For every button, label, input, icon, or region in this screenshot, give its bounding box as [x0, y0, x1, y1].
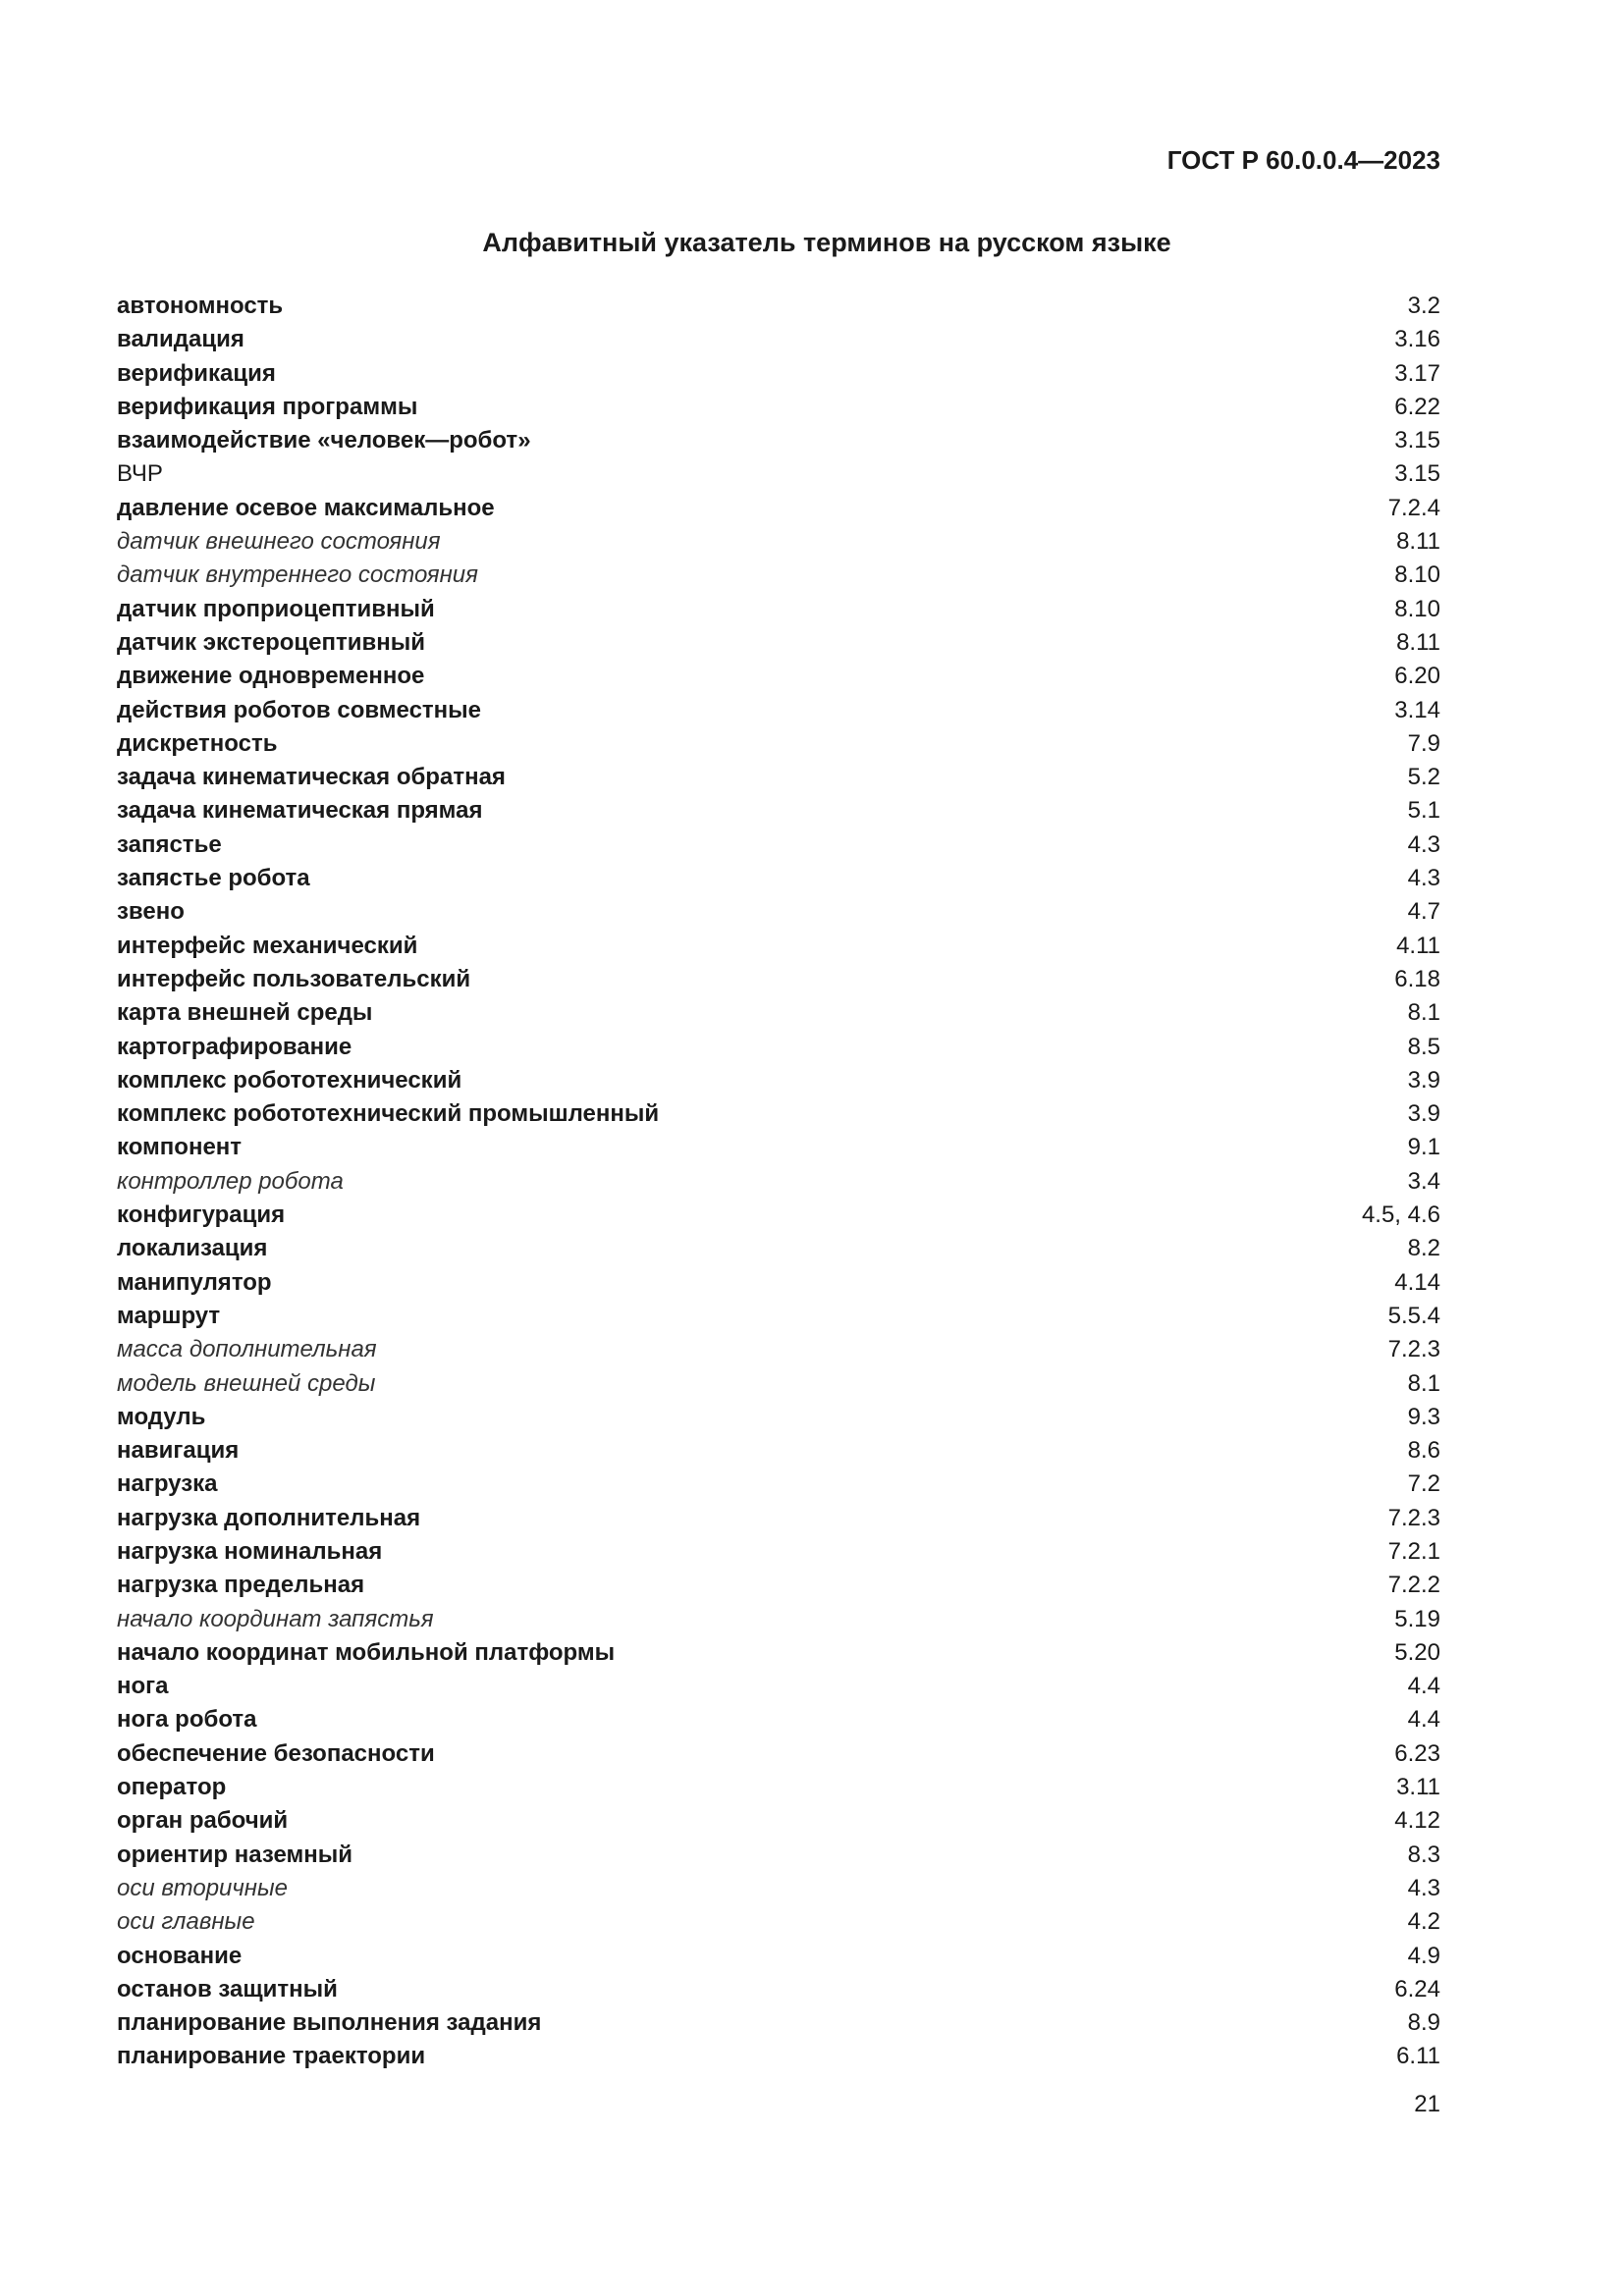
index-reference: 7.2.3	[1387, 1336, 1440, 1363]
index-entry	[117, 1266, 1440, 1300]
index-term: нагрузка дополнительная	[117, 1504, 421, 1531]
index-entry	[117, 357, 1440, 391]
index-term: нагрузка	[117, 1470, 218, 1498]
index-reference: 3.2	[1407, 293, 1440, 319]
index-reference: 5.19	[1394, 1605, 1440, 1632]
index-term: датчик проприоцептивный	[117, 595, 435, 622]
index-reference: 6.11	[1396, 2043, 1440, 2070]
index-term: карта внешней среды	[117, 999, 373, 1027]
index-term: дискретность	[117, 729, 278, 757]
index-reference: 8.10	[1394, 561, 1440, 589]
index-term: оси вторичные	[117, 1874, 289, 1901]
index-reference: 4.4	[1407, 1706, 1440, 1734]
index-entry	[117, 1872, 1440, 1905]
index-reference: 4.5, 4.6	[1361, 1201, 1440, 1229]
index-term: обеспечение безопасности	[117, 1739, 435, 1767]
document-code: ГОСТ Р 60.0.0.4—2023	[1166, 145, 1440, 175]
index-entry	[117, 1097, 1440, 1131]
index-reference: 8.6	[1407, 1437, 1440, 1465]
index-reference: 3.11	[1396, 1774, 1440, 1801]
index-reference: 6.23	[1394, 1739, 1440, 1767]
index-term: действия роботов совместные	[117, 696, 482, 723]
index-entry	[117, 761, 1440, 794]
index-entry	[117, 930, 1440, 963]
index-term: датчик внешнего состояния	[117, 528, 441, 556]
index-reference: 4.14	[1394, 1268, 1440, 1296]
index-term: останов защитный	[117, 1975, 338, 2002]
index-reference: 3.9	[1407, 1100, 1440, 1128]
index-entry	[117, 1502, 1440, 1535]
index-reference: 4.9	[1407, 1942, 1440, 1969]
index-term: задача кинематическая прямая	[117, 797, 483, 825]
index-term: автономность	[117, 293, 284, 319]
index-reference: 4.3	[1407, 1874, 1440, 1901]
index-term: давление осевое максимальное	[117, 494, 495, 521]
index-entry	[117, 1064, 1440, 1097]
index-reference: 7.2.1	[1387, 1537, 1440, 1565]
index-entry	[117, 660, 1440, 693]
index-term: модель внешней среды	[117, 1369, 376, 1397]
index-term: нога	[117, 1673, 169, 1700]
index-entry	[117, 794, 1440, 828]
index-reference: 8.2	[1407, 1235, 1440, 1262]
index-term: запястье	[117, 830, 222, 858]
index-term: оператор	[117, 1774, 227, 1801]
index-term: оси главные	[117, 1908, 255, 1936]
index-term: компонент	[117, 1134, 243, 1161]
index-entry	[117, 1333, 1440, 1366]
index-term: движение одновременное	[117, 663, 425, 690]
index-entry	[117, 1031, 1440, 1064]
index-term: верификация программы	[117, 393, 418, 420]
index-term: интерфейс пользовательский	[117, 965, 471, 992]
index-entry	[117, 626, 1440, 660]
index-entry	[117, 862, 1440, 895]
index-entry	[117, 457, 1440, 491]
index-entry	[117, 2040, 1440, 2073]
index-term: интерфейс механический	[117, 932, 418, 959]
index-entry	[117, 1839, 1440, 1872]
index-entry	[117, 1569, 1440, 1602]
index-reference: 7.2.2	[1387, 1572, 1440, 1599]
index-entry	[117, 559, 1440, 592]
index-term: начало координат мобильной платформы	[117, 1638, 616, 1666]
index-entry	[117, 424, 1440, 457]
index-term: планирование траектории	[117, 2043, 426, 2070]
index-term: ориентир наземный	[117, 1841, 353, 1868]
index-term: комплекс робототехнический	[117, 1066, 462, 1094]
index-term: масса дополнительная	[117, 1336, 377, 1363]
index-reference: 3.17	[1394, 359, 1440, 387]
index-term: картографирование	[117, 1033, 352, 1060]
index-reference: 8.3	[1407, 1841, 1440, 1868]
index-entry	[117, 1401, 1440, 1434]
index-term: планирование выполнения задания	[117, 2009, 542, 2037]
index-term: задача кинематическая обратная	[117, 764, 506, 791]
index-entry	[117, 1973, 1440, 2006]
index-term: валидация	[117, 326, 244, 353]
index-reference: 4.12	[1394, 1807, 1440, 1835]
index-reference: 8.1	[1407, 999, 1440, 1027]
index-entry	[117, 1940, 1440, 1973]
index-term: датчик внутреннего состояния	[117, 561, 478, 589]
index-term: конфигурация	[117, 1201, 286, 1229]
index-term: ВЧР	[117, 460, 163, 488]
index-entry	[117, 593, 1440, 626]
index-reference: 5.1	[1407, 797, 1440, 825]
index-reference: 8.11	[1396, 628, 1440, 656]
index-reference: 9.3	[1407, 1403, 1440, 1430]
index-reference: 5.2	[1407, 764, 1440, 791]
index-term: нагрузка номинальная	[117, 1537, 383, 1565]
index-entry	[117, 828, 1440, 862]
index-entry	[117, 1434, 1440, 1468]
index-entry	[117, 492, 1440, 525]
index-reference: 6.22	[1394, 393, 1440, 420]
index-reference: 5.20	[1394, 1638, 1440, 1666]
index-reference: 5.5.4	[1387, 1302, 1440, 1329]
index-entry	[117, 1703, 1440, 1736]
index-reference: 4.3	[1407, 865, 1440, 892]
index-reference: 4.4	[1407, 1673, 1440, 1700]
index-entry	[117, 1771, 1440, 1804]
index-term: орган рабочий	[117, 1807, 289, 1835]
index-reference: 7.9	[1407, 729, 1440, 757]
page-number: 21	[1414, 2091, 1440, 2117]
index-entry	[117, 1199, 1440, 1232]
index-entry	[117, 525, 1440, 559]
index-reference: 4.2	[1407, 1908, 1440, 1936]
index-term: взаимодействие «человек—робот»	[117, 427, 531, 454]
term-index-list	[117, 290, 1440, 2074]
index-entry	[117, 1232, 1440, 1265]
index-reference: 6.24	[1394, 1975, 1440, 2002]
index-entry	[117, 1165, 1440, 1199]
index-entry	[117, 1300, 1440, 1333]
index-term: звено	[117, 898, 185, 926]
index-reference: 3.14	[1394, 696, 1440, 723]
index-entry	[117, 1131, 1440, 1164]
index-reference: 9.1	[1407, 1134, 1440, 1161]
index-reference: 7.2.3	[1387, 1504, 1440, 1531]
index-reference: 8.11	[1396, 528, 1440, 556]
index-reference: 8.5	[1407, 1033, 1440, 1060]
index-entry	[117, 1737, 1440, 1771]
index-term: основание	[117, 1942, 243, 1969]
index-reference: 3.9	[1407, 1066, 1440, 1094]
index-reference: 4.3	[1407, 830, 1440, 858]
index-entry	[117, 1636, 1440, 1670]
index-term: контроллер робота	[117, 1167, 344, 1195]
index-term: начало координат запястья	[117, 1605, 434, 1632]
index-reference: 3.16	[1394, 326, 1440, 353]
index-term: верификация	[117, 359, 276, 387]
index-reference: 7.2.4	[1387, 494, 1440, 521]
index-entry	[117, 290, 1440, 323]
index-entry	[117, 963, 1440, 996]
index-reference: 3.4	[1407, 1167, 1440, 1195]
index-entry	[117, 1468, 1440, 1501]
index-entry	[117, 727, 1440, 761]
index-reference: 8.9	[1407, 2009, 1440, 2037]
index-entry	[117, 1367, 1440, 1401]
index-reference: 6.18	[1394, 965, 1440, 992]
index-term: нагрузка предельная	[117, 1572, 365, 1599]
index-entry	[117, 694, 1440, 727]
index-entry	[117, 1603, 1440, 1636]
index-reference: 8.1	[1407, 1369, 1440, 1397]
index-entry	[117, 895, 1440, 929]
index-term: датчик экстероцептивный	[117, 628, 426, 656]
index-entry	[117, 996, 1440, 1030]
index-reference: 7.2	[1407, 1470, 1440, 1498]
index-entry	[117, 1905, 1440, 1939]
index-term: манипулятор	[117, 1268, 272, 1296]
index-reference: 3.15	[1394, 460, 1440, 488]
index-entry	[117, 1535, 1440, 1569]
index-reference: 4.7	[1407, 898, 1440, 926]
index-term: маршрут	[117, 1302, 221, 1329]
index-term: модуль	[117, 1403, 206, 1430]
index-term: запястье робота	[117, 865, 310, 892]
index-entry	[117, 323, 1440, 356]
index-reference: 6.20	[1394, 663, 1440, 690]
index-term: навигация	[117, 1437, 240, 1465]
index-term: нога робота	[117, 1706, 257, 1734]
index-term: комплекс робототехнический промышленный	[117, 1100, 660, 1128]
index-reference: 8.10	[1394, 595, 1440, 622]
index-reference: 3.15	[1394, 427, 1440, 454]
index-reference: 4.11	[1396, 932, 1440, 959]
index-term: локализация	[117, 1235, 268, 1262]
index-entry	[117, 391, 1440, 424]
index-entry	[117, 1670, 1440, 1703]
index-entry	[117, 2006, 1440, 2040]
index-entry	[117, 1804, 1440, 1838]
page-title: Алфавитный указатель терминов на русском языке	[482, 228, 1171, 257]
